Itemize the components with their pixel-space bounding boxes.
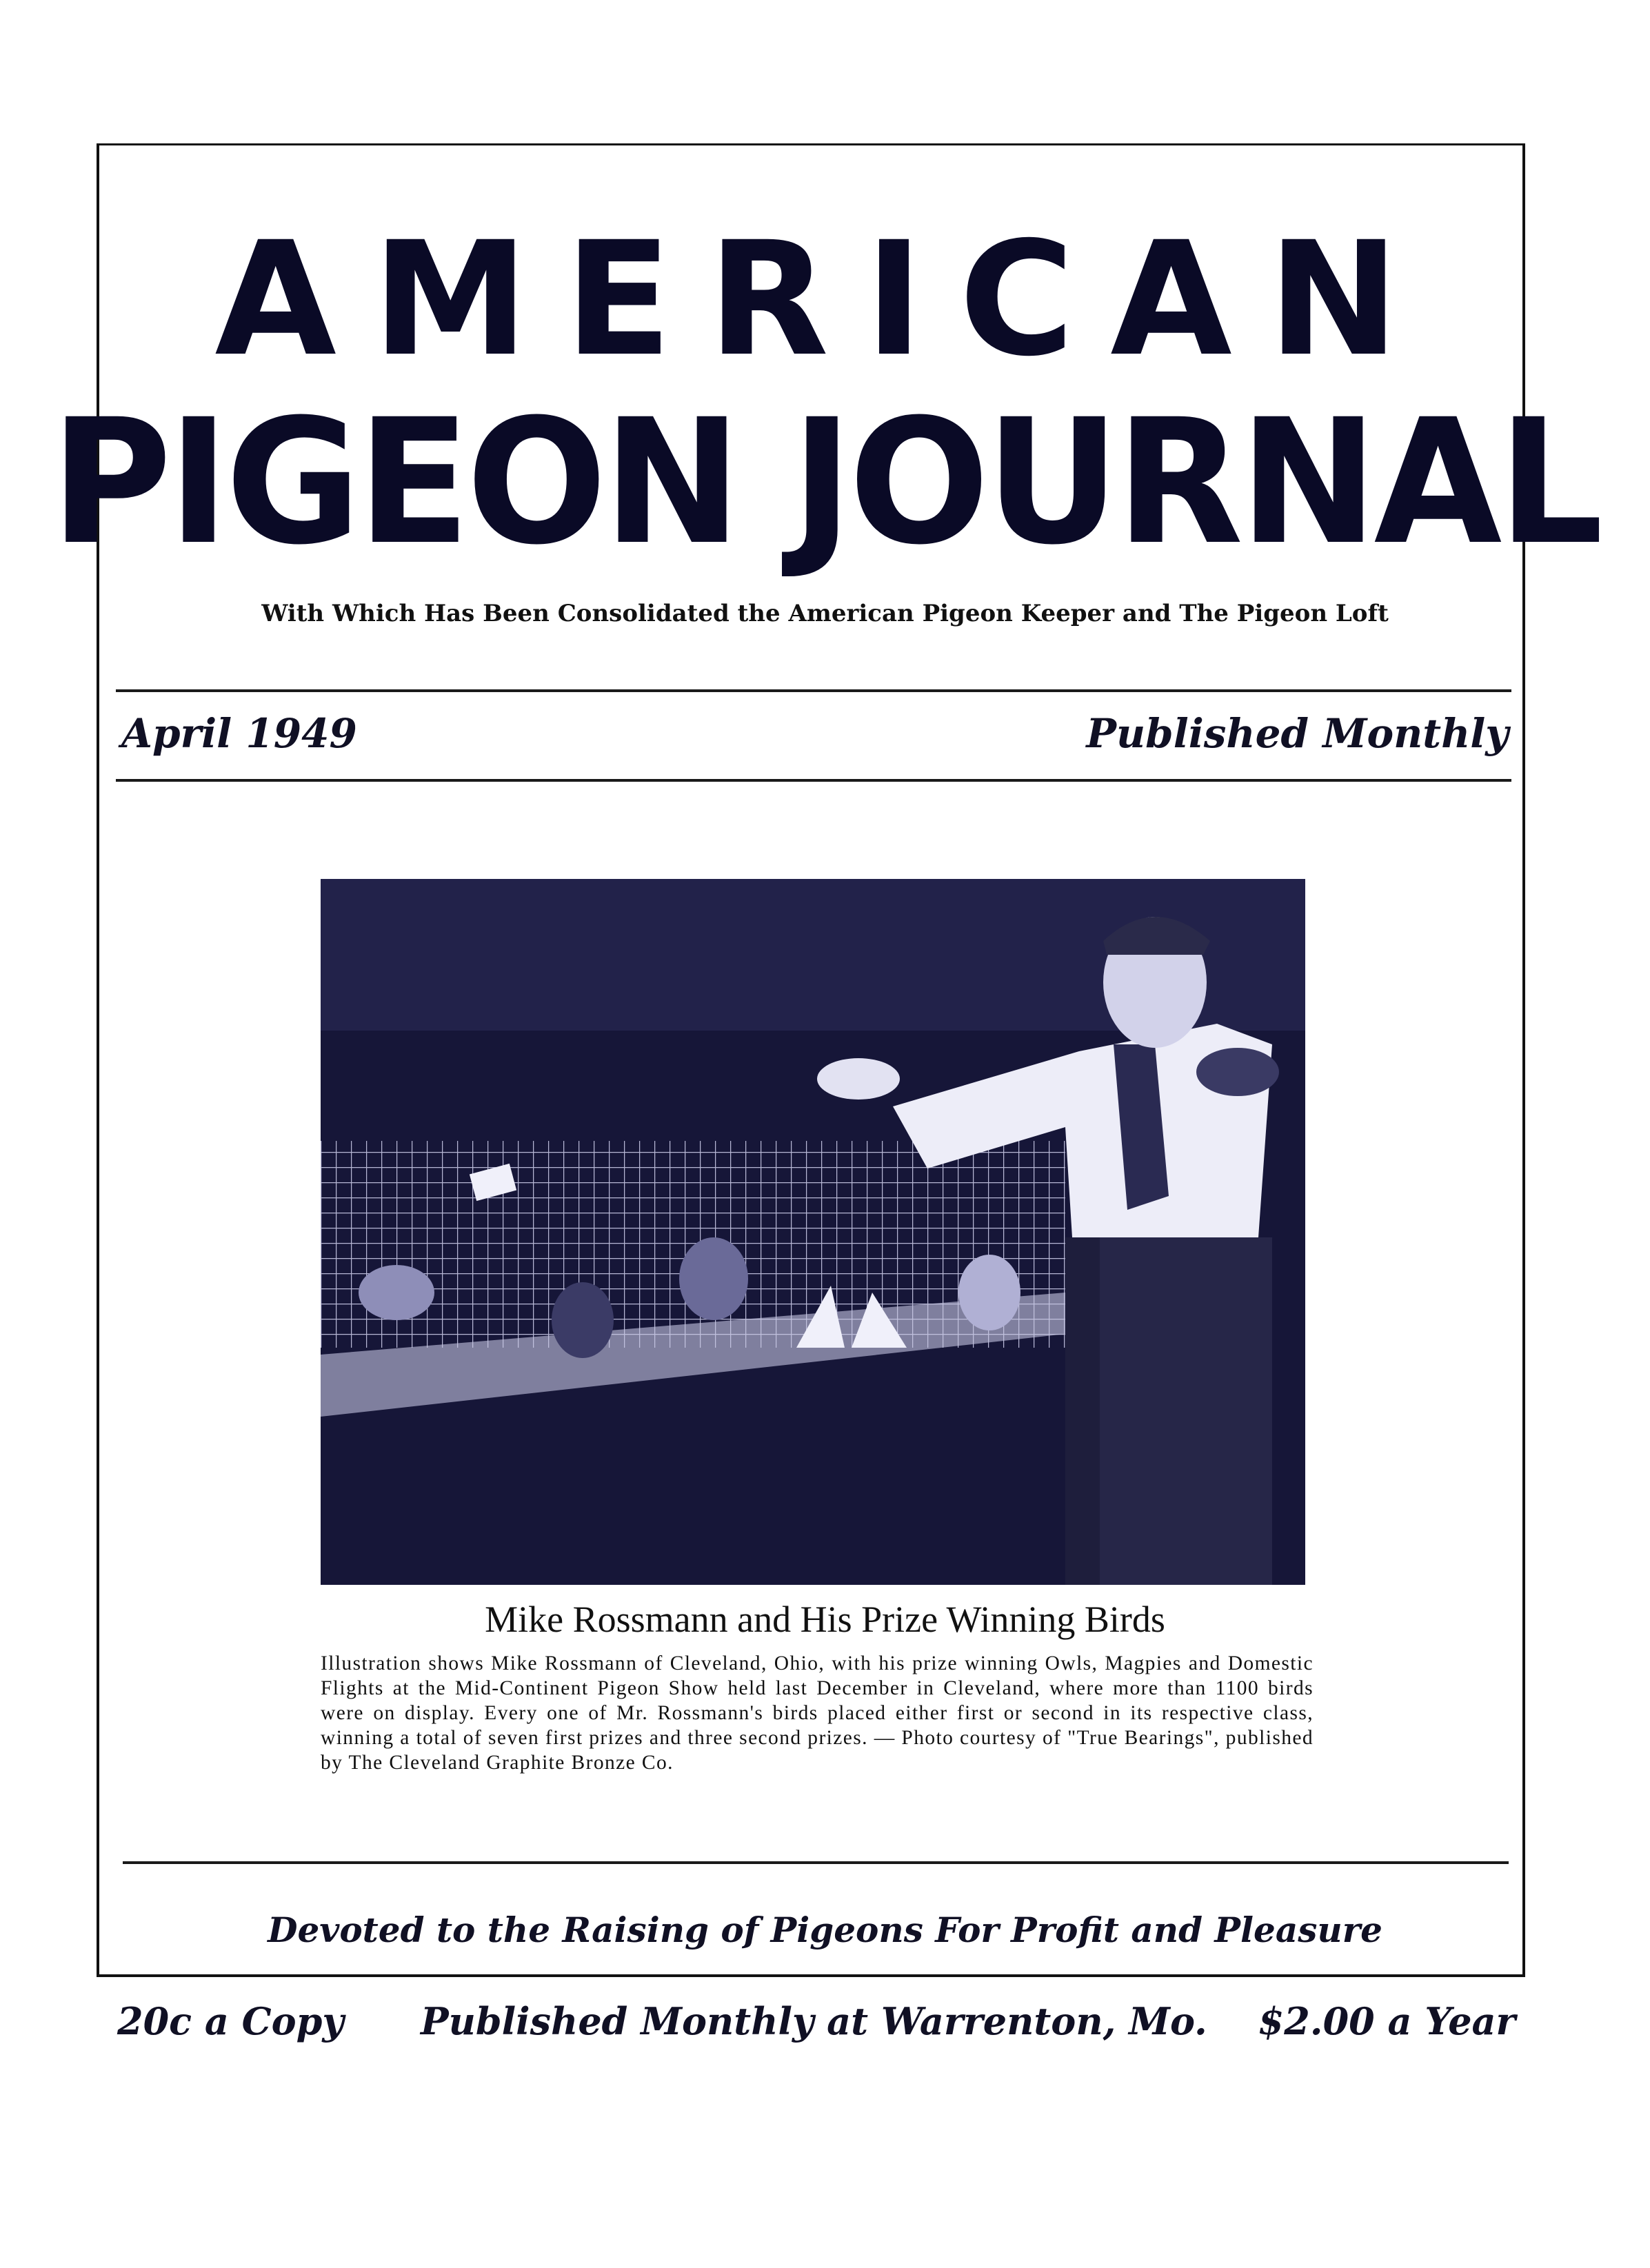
divider-bottom — [123, 1861, 1509, 1864]
masthead-title-line1: AMERICAN — [214, 207, 1436, 391]
publication-frequency: Published Monthly — [1086, 710, 1509, 757]
man-trousers — [1100, 1237, 1272, 1585]
photo-caption-body: Illustration shows Mike Rossmann of Cleveland, Ohio, with his prize winning Owls, Magpies and Domestic Flights at the Mid-Continent Pigeon Show held last December in Cleveland, where more than 1100 birds were on display. Every one of Mr. Rossmann's birds placed either first or second in its respective class, winning a total of seven first prizes and three second prizes. — Photo courtesy of "True Bearings", published by The Cleveland Graphite Bronze Co. — [321, 1652, 1314, 1774]
price-per-copy: 20c a Copy — [117, 1999, 344, 2043]
consolidated-subtitle: With Which Has Been Consolidated the American Pigeon Keeper and The Pigeon Loft — [261, 600, 1389, 627]
issue-date: April 1949 — [121, 710, 357, 757]
cover-photo — [321, 879, 1305, 1585]
photo-caption-title: Mike Rossmann and His Prize Winning Birds — [485, 1599, 1165, 1640]
held-bird-right — [1196, 1048, 1279, 1096]
divider-under-dateline — [116, 779, 1511, 782]
photo-illustration — [321, 879, 1305, 1585]
masthead-title-line2: PIGEON JOURNAL — [50, 382, 1600, 583]
price-per-year: $2.00 a Year — [1258, 1999, 1516, 2043]
divider-top — [116, 689, 1511, 692]
cover-motto: Devoted to the Raising of Pigeons For Profit and Pleasure — [268, 1910, 1382, 1950]
held-bird-left — [817, 1058, 900, 1100]
publication-place: Published Monthly at Warrenton, Mo. — [421, 1999, 1207, 2043]
